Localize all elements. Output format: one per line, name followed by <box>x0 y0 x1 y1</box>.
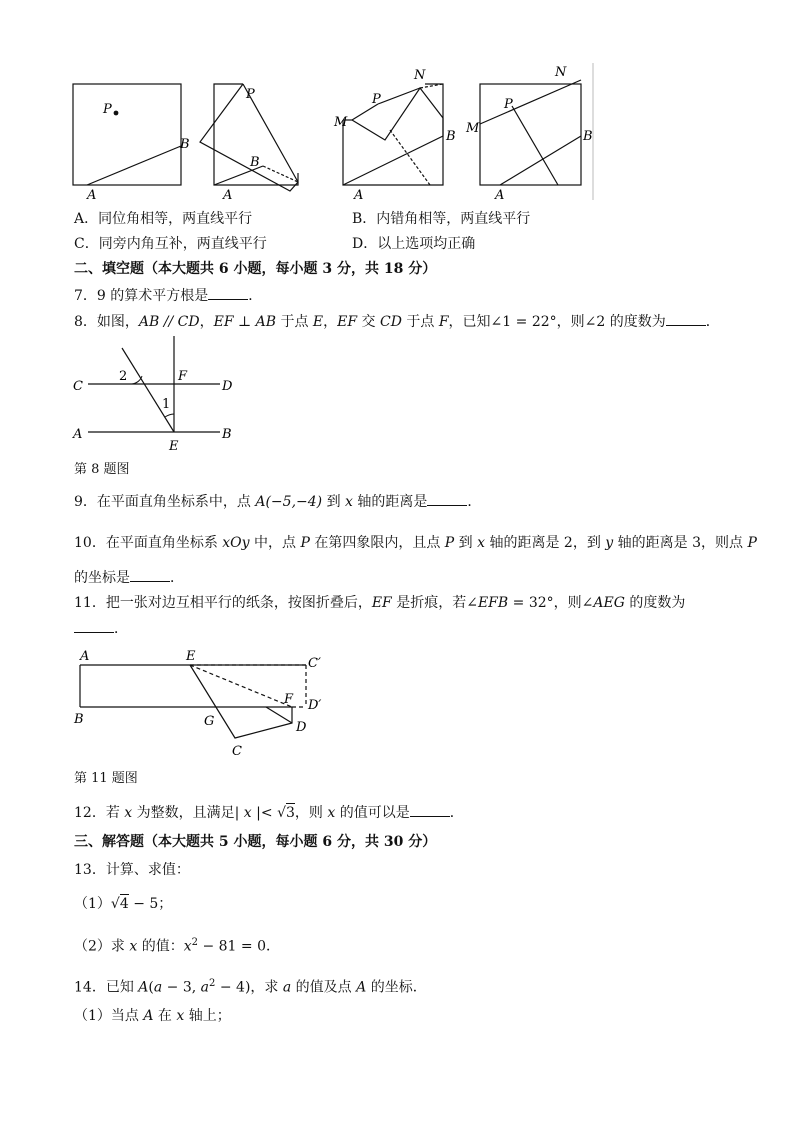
fold-figure-4-label-b: B <box>583 129 593 144</box>
fig11-label-c-prime: C′ <box>308 656 321 671</box>
q12-end: ． <box>449 805 464 821</box>
q11-ef: EF <box>371 595 392 611</box>
question-13-title: 13．计算、求值： <box>74 862 190 878</box>
figure-8-caption: 第 8 题图 <box>74 462 130 477</box>
q13-p1-sqrt-sign: √ <box>110 896 120 912</box>
fig11-label-b: B <box>74 712 84 727</box>
q14-var-a2: a <box>200 979 210 996</box>
option-b[interactable]: B．内错角相等，两直线平行 <box>352 211 531 227</box>
fig11-label-d: D <box>296 720 307 735</box>
q8-parallel: AB // CD <box>138 314 200 330</box>
q11-end: ． <box>114 621 128 637</box>
q8-perpendicular: EF ⊥ AB <box>213 314 276 330</box>
fold-figure-4-label-m: M <box>466 121 480 136</box>
question-13-part-2 <box>74 934 280 956</box>
fig8-label-c: C <box>73 379 83 394</box>
q10-p1: P <box>300 535 310 551</box>
crease-ef <box>190 665 292 707</box>
q12-b: 为整数，且满足| <box>132 805 244 821</box>
q8-segment-ef: EF <box>337 314 358 330</box>
fold-figure-1-label-a: A <box>87 188 97 203</box>
q8-p4: 于点 <box>401 314 439 330</box>
q12-e: 的值可以是 <box>335 805 410 821</box>
fold-figure-3 <box>343 84 443 185</box>
answer-blank-12[interactable] <box>410 803 450 817</box>
q14-p1-c: 轴上； <box>184 1008 231 1024</box>
fig8-label-b: B <box>222 427 232 442</box>
fold-figure-4-label-p: P <box>504 97 513 112</box>
figure-11-caption: 第 11 题图 <box>74 771 138 786</box>
q14-c: − 3, <box>162 979 201 996</box>
q10-y: y <box>605 535 614 551</box>
fig8-angle-1: 1 <box>162 397 171 412</box>
q14-d: − 4)，求 <box>215 979 283 996</box>
q12-radicand: 3 <box>285 805 295 821</box>
q10-end: ． <box>170 570 184 586</box>
q13-p2-expr: x <box>183 938 192 955</box>
q13-p2-b: 的值： <box>137 938 184 955</box>
q13-p2-label: （2）求 <box>74 938 130 955</box>
fig8-label-a: A <box>73 427 83 442</box>
q12-sqrt-sign: √ <box>277 805 286 821</box>
fold-figure-3-label-a: A <box>354 188 364 203</box>
folding-figures <box>60 60 605 205</box>
q10-b: 中，点 <box>249 535 301 551</box>
fold-figure-2-label-p: P <box>246 87 255 102</box>
q11-c: = 32°，则∠ <box>508 595 594 611</box>
question-8 <box>74 312 720 331</box>
answer-blank-11[interactable] <box>74 619 114 633</box>
q10-f: 轴的距离是 3，则点 <box>613 535 748 551</box>
q11-d: 的度数为 <box>624 595 686 611</box>
question-12 <box>74 803 464 822</box>
q10-e: 轴的距离是 2，到 <box>485 535 606 551</box>
q14-var-a3: a <box>282 979 292 996</box>
q8-sep2: ， <box>323 314 338 330</box>
q13-p2-c: − 81 = 0． <box>198 938 280 955</box>
flap-edge <box>266 707 292 723</box>
fig11-label-c: C <box>232 744 242 759</box>
q12-a: 12．若 <box>74 805 125 821</box>
q9-suffix: 轴的距离是 <box>352 494 428 510</box>
question-10-line-2 <box>74 568 184 587</box>
q12-x1: x <box>124 805 133 821</box>
q8-line-cd: CD <box>379 314 402 330</box>
answer-blank-10[interactable] <box>130 568 170 582</box>
q11-b: 是折痕，若∠ <box>391 595 478 611</box>
q8-sep1: ， <box>199 314 214 330</box>
q8-end: ． <box>705 314 720 330</box>
slanted-line <box>122 348 174 432</box>
fold-figure-3-label-p: P <box>372 92 381 107</box>
question-7 <box>74 286 262 305</box>
q11-efb: EFB <box>477 595 509 611</box>
q8-p3: 交 <box>357 314 380 330</box>
figure-8 <box>70 334 250 456</box>
q10-x: x <box>477 535 486 551</box>
option-c[interactable]: C．同旁内角互补，两直线平行 <box>74 236 267 252</box>
q8-prefix: 8．如图， <box>74 314 139 330</box>
fold-figure-2-label-a: A <box>223 188 233 203</box>
fold-figure-1-label-p: P <box>103 102 112 117</box>
q13-p1-rest: − 5； <box>128 896 173 912</box>
q10-line2: 的坐标是 <box>74 570 130 586</box>
q14-p1-b: 在 <box>153 1008 177 1024</box>
q8-p5: ，已知∠1 = 22°，则∠2 的度数为 <box>448 314 666 330</box>
fold-figure-1-point <box>114 111 119 116</box>
fig8-angle-2: 2 <box>119 369 128 384</box>
question-11-line-2 <box>74 619 128 638</box>
q10-xoy: xOy <box>222 535 250 551</box>
question-11 <box>74 594 685 612</box>
section-2-heading: 二、填空题（本大题共 6 小题，每小题 3 分，共 18 分） <box>74 261 437 277</box>
fold-figure-2-label-b: B <box>250 155 260 170</box>
fig11-label-d-prime: D′ <box>308 698 322 713</box>
fig11-label-f: F <box>284 692 294 707</box>
q13-p1-radicand: 4 <box>119 896 129 912</box>
fold-figure-1-label-b: B <box>180 137 190 152</box>
fold-figure-3-label-n: N <box>414 68 426 83</box>
q13-p2-x: x <box>129 938 138 955</box>
figure-11 <box>70 643 330 765</box>
section-3-heading: 三、解答题（本大题共 5 小题，每小题 6 分，共 30 分） <box>74 834 437 850</box>
q10-p2: P <box>444 535 455 551</box>
fig11-label-g: G <box>204 714 215 729</box>
q14-p1-x: x <box>176 1008 185 1024</box>
q14-e: 的值及点 <box>291 979 357 996</box>
question-13-part-1 <box>74 895 172 913</box>
q9-point: A(−5,−4) <box>255 494 323 510</box>
fig11-label-a: A <box>80 649 90 664</box>
q9-x: x <box>345 494 353 510</box>
option-a[interactable]: A．同位角相等，两直线平行 <box>74 211 253 227</box>
q11-a: 11．把一张对边互相平行的纸条，按图折叠后， <box>74 595 372 611</box>
question-7-text: 7．9 的算术平方根是 <box>74 288 209 304</box>
q12-c: |< <box>251 805 278 821</box>
fold-figure-4 <box>480 80 581 185</box>
q8-point-e: E <box>312 314 324 330</box>
q12-x3: x <box>327 805 336 821</box>
q12-d: ，则 <box>294 805 328 821</box>
fig11-label-e: E <box>186 649 196 664</box>
question-10-line-1 <box>74 534 757 552</box>
q10-a: 10．在平面直角坐标系 <box>74 535 223 551</box>
fold-figure-4-label-a: A <box>495 188 505 203</box>
q14-f: 的坐标． <box>366 979 427 996</box>
option-d[interactable]: D．以上选项均正确 <box>352 236 476 252</box>
q14-exponent: 2 <box>209 978 216 989</box>
q9-end: ． <box>467 494 482 510</box>
fig8-label-e: E <box>169 439 179 454</box>
q14-p1-a: （1）当点 <box>74 1008 144 1024</box>
q13-p1-label: （1） <box>74 896 111 912</box>
fold-figure-3-label-m: M <box>334 115 348 130</box>
q11-aeg: AEG <box>593 595 625 611</box>
question-7-end: ． <box>248 288 263 304</box>
fold-figure-3-label-b: B <box>446 129 456 144</box>
q9-prefix: 9．在平面直角坐标系中，点 <box>74 494 256 510</box>
q14-point-a: A <box>138 979 149 996</box>
q14-point-a2: A <box>356 979 367 996</box>
q14-p1-point: A <box>143 1008 154 1024</box>
question-14 <box>74 975 427 997</box>
q12-x2: x <box>243 805 252 821</box>
q14-var-a1: a <box>153 979 163 996</box>
answer-blank-7[interactable] <box>208 286 248 300</box>
angle-1-arc <box>165 414 174 417</box>
q10-c: 在第四象限内，且点 <box>309 535 445 551</box>
answer-blank-9[interactable] <box>427 492 467 506</box>
q14-a: 14．已知 <box>74 979 139 996</box>
q8-p2: 于点 <box>276 314 313 330</box>
fig8-label-d: D <box>222 379 233 394</box>
q10-p3: P <box>747 535 757 551</box>
q8-point-f: F <box>438 314 449 330</box>
question-14-part-1 <box>74 1007 231 1025</box>
q13-p2-exponent: 2 <box>191 937 198 948</box>
fold-figure-1 <box>73 84 181 185</box>
answer-blank-8[interactable] <box>666 312 706 326</box>
fig8-label-f: F <box>178 369 188 384</box>
question-9 <box>74 492 481 511</box>
q9-mid: 到 <box>322 494 346 510</box>
q10-d: 到 <box>454 535 478 551</box>
q14-paren: ( <box>148 979 154 996</box>
fold-figure-4-label-n: N <box>555 65 567 80</box>
